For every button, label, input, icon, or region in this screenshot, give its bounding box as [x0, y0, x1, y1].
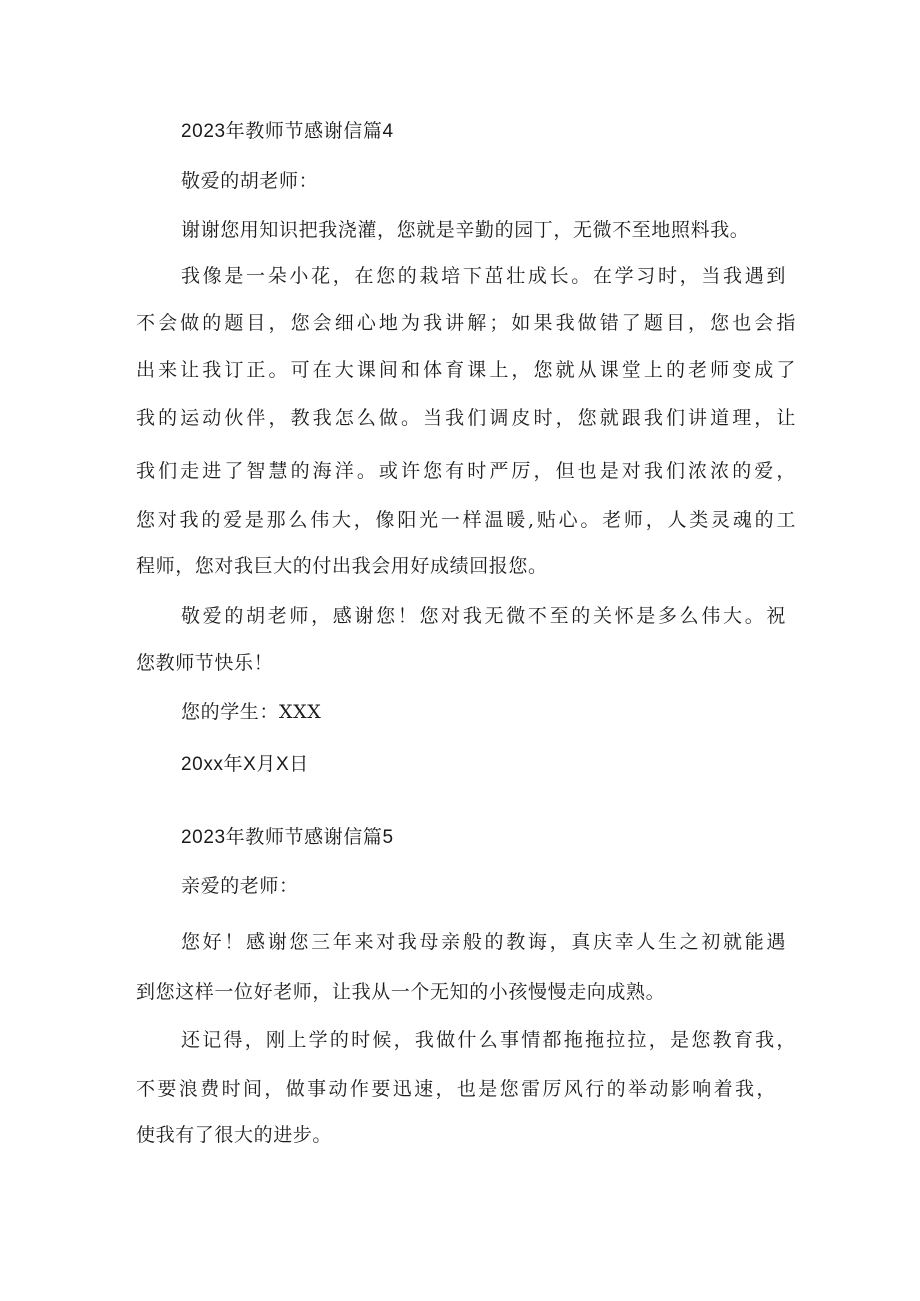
letter-5-paragraph-2-line: 还记得，刚上学的时候，我做什么事情都拖拖拉拉，是您教育我， — [181, 1029, 796, 1051]
letter-5-paragraph-2-line: 使我有了很大的进步。 — [136, 1124, 333, 1146]
letter-4-salutation: 敬爱的胡老师： — [181, 170, 319, 192]
letter-5-salutation: 亲爱的老师： — [181, 875, 299, 897]
letter-5-paragraph-1-line: 到您这样一位好老师，让我从一个无知的小孩慢慢走向成熟。 — [136, 981, 666, 1003]
letter-4-title: 2023年教师节感谢信篇4 — [181, 121, 394, 142]
letter-4-paragraph-3-line: 您教师节快乐！ — [136, 652, 274, 674]
letter-4-paragraph-3-line: 敬爱的胡老师，感谢您！您对我无微不至的关怀是多么伟大。祝 — [181, 605, 786, 627]
letter-4-paragraph-2-line: 不会做的题目，您会细心地为我讲解；如果我做错了题目，您也会指 — [136, 312, 796, 334]
letter-4-date: 20xx年X月X日 — [181, 754, 309, 775]
letter-4-paragraph-1: 谢谢您用知识把我浇灌，您就是辛勤的园丁，无微不至地照料我。 — [181, 219, 750, 241]
letter-4-paragraph-2-line: 我的运动伙伴，教我怎么做。当我们调皮时，您就跟我们讲道理，让 — [136, 407, 796, 429]
letter-4-paragraph-2-line: 您对我的爱是那么伟大，像阳光一样温暖,贴心。老师，人类灵魂的工 — [136, 509, 796, 531]
letter-4-paragraph-2-line: 我们走进了智慧的海洋。或许您有时严厉，但也是对我们浓浓的爱， — [136, 460, 796, 482]
letter-4-paragraph-2-line: 出来让我订正。可在大课间和体育课上，您就从课堂上的老师变成了 — [136, 359, 796, 381]
letter-5-paragraph-2-line: 不要浪费时间，做事动作要迅速，也是您雷厉风行的举动影响着我， — [136, 1078, 776, 1100]
letter-4-paragraph-2-line: 我像是一朵小花，在您的栽培下茁壮成长。在学习时，当我遇到 — [181, 265, 786, 287]
letter-5-paragraph-1-line: 您好！感谢您三年来对我母亲般的教诲，真庆幸人生之初就能遇 — [181, 931, 786, 953]
letter-4-signature: 您的学生：XXX — [181, 701, 322, 723]
letter-4-paragraph-2-line: 程师，您对我巨大的付出我会用好成绩回报您。 — [136, 555, 548, 577]
letter-5-title: 2023年教师节感谢信篇5 — [181, 827, 394, 848]
